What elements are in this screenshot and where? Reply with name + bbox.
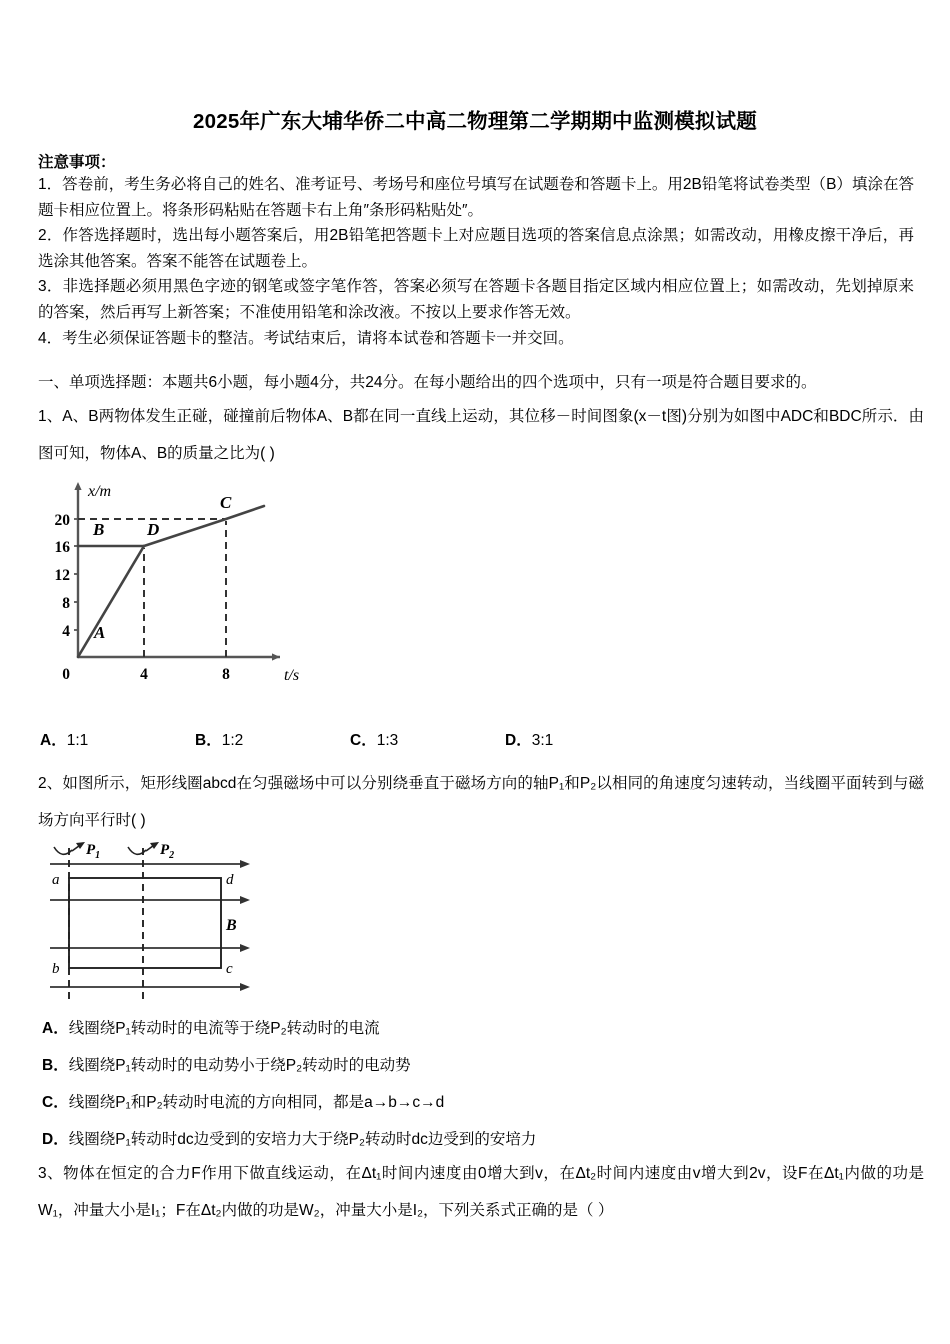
field-arrowhead-1 xyxy=(240,860,250,868)
q2-option-A-value: 线圈绕P₁转动时的电流等于绕P₂转动时的电流 xyxy=(68,1020,380,1037)
corner-label-b: b xyxy=(52,961,60,977)
field-label-B: B xyxy=(226,917,237,934)
x-tick-label-4: 4 xyxy=(140,666,148,683)
question-1-option-C[interactable] xyxy=(350,728,505,750)
point-label-C: C xyxy=(220,493,232,512)
q2-option-B-label: B． xyxy=(42,1057,69,1074)
figure-xt-graph xyxy=(48,472,348,697)
q2-option-B-value: 线圈绕P₁转动时的电动势小于绕P₂转动时的电动势 xyxy=(68,1057,411,1074)
line-DC xyxy=(144,506,264,546)
question-1-option-D[interactable] xyxy=(505,728,660,750)
field-arrowhead-4 xyxy=(240,983,250,991)
y-tick-label-16: 16 xyxy=(54,539,70,556)
option-B-value: 1:2 xyxy=(221,732,244,749)
q2-option-D-value: 线圈绕P₁转动时dc边受到的安培力大于绕P₂转动时dc边受到的安培力 xyxy=(68,1131,537,1148)
notice-item-2: 2．作答选择题时，选出每小题答案后，用2B铅笔把答题卡上对应题目选项的答案信息点涂黑；如需改动，用橡皮擦干净后，再选涂其他答案。答案不能答在试题卷上。 xyxy=(38,227,914,270)
y-tick-label-12: 12 xyxy=(54,567,70,584)
xt-graph-svg xyxy=(48,472,348,697)
q2-option-D-label: D． xyxy=(42,1131,69,1148)
q2-option-A-label: A． xyxy=(42,1020,69,1037)
notice-item-1: 1．答卷前，考生务必将自己的姓名、准考证号、考场号和座位号填写在试题卷和答题卡上。用2B铅笔将试卷类型（B）填涂在答题卡相应位置上。将条形码粘贴在答题卡右上角″条形码粘贴处″。 xyxy=(38,176,914,219)
field-arrowhead-2 xyxy=(240,896,250,904)
x-axis-arrowhead xyxy=(272,653,280,660)
question-2-option-A[interactable] xyxy=(42,1016,380,1038)
option-A-value: 1:1 xyxy=(66,732,89,749)
y-tick-label-4: 4 xyxy=(62,623,70,640)
line-A xyxy=(78,546,144,657)
x-tick-label-8: 8 xyxy=(222,666,230,683)
question-2-option-D[interactable] xyxy=(42,1127,536,1149)
page-title: 2025年广东大埔华侨二中高二物理第二学期期中监测模拟试题 xyxy=(193,110,757,133)
coil-field-svg xyxy=(38,842,338,1007)
question-1-option-B[interactable] xyxy=(195,728,350,750)
notice-heading: 注意事项： xyxy=(38,154,116,171)
q2-option-C-label: C． xyxy=(42,1094,69,1111)
option-D-value: 3:1 xyxy=(531,732,554,749)
figure-coil-in-field xyxy=(38,842,338,1007)
option-B-label: B． xyxy=(195,732,222,749)
question-1-option-A[interactable] xyxy=(40,728,195,750)
notice-item-3: 3．非选择题必须用黑色字迹的钢笔或签字笔作答，答案必须写在答题卡各题目指定区域内相应位置上；如需改动，先划掉原来的答案，然后再写上新答案；不准使用铅笔和涂改液。不按以上要求作答无效。 xyxy=(38,278,914,321)
q2-option-C-value: 线圈绕P₁和P₂转动时电流的方向相同，都是a→b→c→d xyxy=(68,1094,445,1111)
point-label-A: A xyxy=(94,623,106,642)
question-1-stem: 1、A、B两物体发生正碰，碰撞前后物体A、B都在同一直线上运动，其位移－时间图象(x－t图)分别为如图中ADC和BDC所示．由图可知，物体A、B的质量之比为( ) xyxy=(38,408,924,462)
corner-label-c: c xyxy=(226,961,233,977)
point-label-B: B xyxy=(93,520,105,539)
option-C-label: C． xyxy=(350,732,377,749)
y-axis-arrowhead xyxy=(74,482,81,490)
option-D-label: D． xyxy=(505,732,532,749)
section-heading: 一、单项选择题：本题共6小题，每小题4分，共24分。在每小题给出的四个选项中，只有一项是符合题目要求的。 xyxy=(38,374,817,391)
field-arrowhead-3 xyxy=(240,944,250,952)
notice-item-4: 4．考生必须保证答题卡的整洁。考试结束后，请将本试卷和答题卡一并交回。 xyxy=(38,329,574,347)
coil-rectangle xyxy=(69,878,221,968)
question-3-stem: 3、物体在恒定的合力F作用下做直线运动，在Δt₁时间内速度由0增大到v，在Δt₂时间内速度由v增大到2v，设F在Δt₁内做的功是W₁，冲量大小是I₁；F在Δt₂内做的功是W₂，冲量大小是I₂，下列关系式正确的是（ ） xyxy=(38,1165,924,1219)
axis-label-P2: $P_2$ xyxy=(160,842,175,861)
axis-label-P1: $P_1$ xyxy=(86,842,101,861)
point-label-D: D xyxy=(147,520,160,539)
notice-list xyxy=(38,172,914,351)
corner-label-a: a xyxy=(52,872,60,888)
y-axis-title: x/m xyxy=(88,483,112,500)
question-2-option-B[interactable] xyxy=(42,1053,411,1075)
option-C-value: 1:3 xyxy=(376,732,399,749)
corner-label-d: d xyxy=(226,872,234,888)
y-tick-label-20: 20 xyxy=(54,512,70,529)
question-2-option-C[interactable] xyxy=(42,1090,444,1112)
question-2-stem: 2、如图所示，矩形线圈abcd在匀强磁场中可以分别绕垂直于磁场方向的轴P₁和P₂以相同的角速度匀速转动，当线圈平面转到与磁场方向平行时( ) xyxy=(38,775,924,829)
x-axis-title: t/s xyxy=(284,667,300,684)
question-1-options xyxy=(40,728,660,750)
y-tick-label-8: 8 xyxy=(62,595,70,612)
option-A-label: A． xyxy=(40,732,67,749)
origin-label: 0 xyxy=(62,666,70,683)
